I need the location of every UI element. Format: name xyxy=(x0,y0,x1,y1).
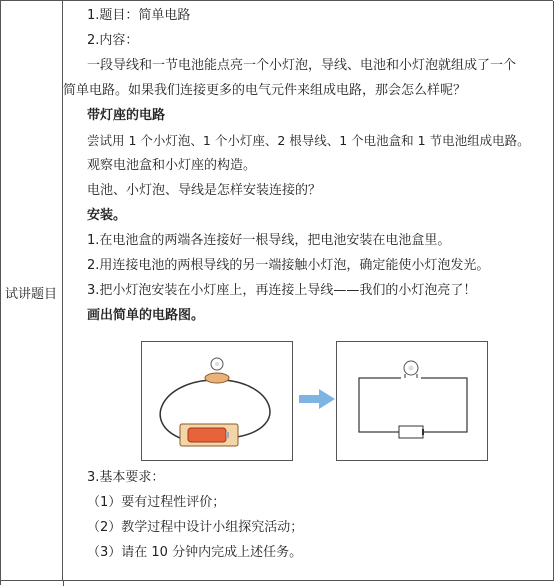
circuit-photo-panel xyxy=(141,341,293,461)
right-arrow-icon xyxy=(299,389,335,409)
physical-circuit-illustration xyxy=(142,342,292,460)
title-line: 1.题目：简单电路 xyxy=(87,8,191,23)
battery-icon xyxy=(188,428,226,442)
step-1: 1.在电池盒的两端各连接好一根导线，把电池安装在电池盒里。 xyxy=(87,233,451,248)
lamp-holder-icon xyxy=(205,373,229,383)
section-heading-circuit: 带灯座的电路 xyxy=(87,108,166,123)
battery-symbol-icon xyxy=(399,426,423,438)
label-cell xyxy=(1,1,63,581)
question-line: 电池、小灯泡、导线是怎样安装连接的？ xyxy=(87,183,322,198)
content-cell xyxy=(63,1,554,581)
step-2: 2.用连接电池的两根导线的另一端接触小灯泡，确定能使小灯泡发光。 xyxy=(87,258,490,273)
paragraph-line-1: 一段导线和一节电池能点亮一个小灯泡，导线、电池和小灯泡就组成了一个 xyxy=(87,58,517,73)
section-heading-install: 安装。 xyxy=(87,208,127,223)
circuit-loop xyxy=(359,378,467,432)
section-heading-draw: 画出简单的电路图。 xyxy=(87,308,205,323)
requirement-3: （3）请在 10 分钟内完成上述任务。 xyxy=(87,545,303,560)
circuit-diagram-panel xyxy=(336,341,488,461)
table-divider xyxy=(63,581,64,586)
requirements-heading: 3.基本要求： xyxy=(87,470,165,485)
paragraph-line-2: 简单电路。如果我们连接更多的电气元件来组成电路，那会怎么样呢？ xyxy=(63,83,467,98)
row-label: 试讲题目 xyxy=(5,287,58,302)
content-heading: 2.内容： xyxy=(87,33,139,48)
circuit-diagram xyxy=(337,342,487,460)
observe-line: 观察电池盒和小灯座的构造。 xyxy=(87,158,257,173)
step-3: 3.把小灯泡安装在小灯座上，再连接上导线——我们的小灯泡亮了！ xyxy=(87,283,477,298)
instruction-line: 尝试用 1 个小灯泡、1 个小灯座、2 根导线、1 个电池盒和 1 节电池组成电路。 xyxy=(87,133,530,148)
requirement-2: （2）教学过程中设计小组探究活动； xyxy=(87,520,304,535)
requirement-1: （1）要有过程性评价； xyxy=(87,495,226,510)
